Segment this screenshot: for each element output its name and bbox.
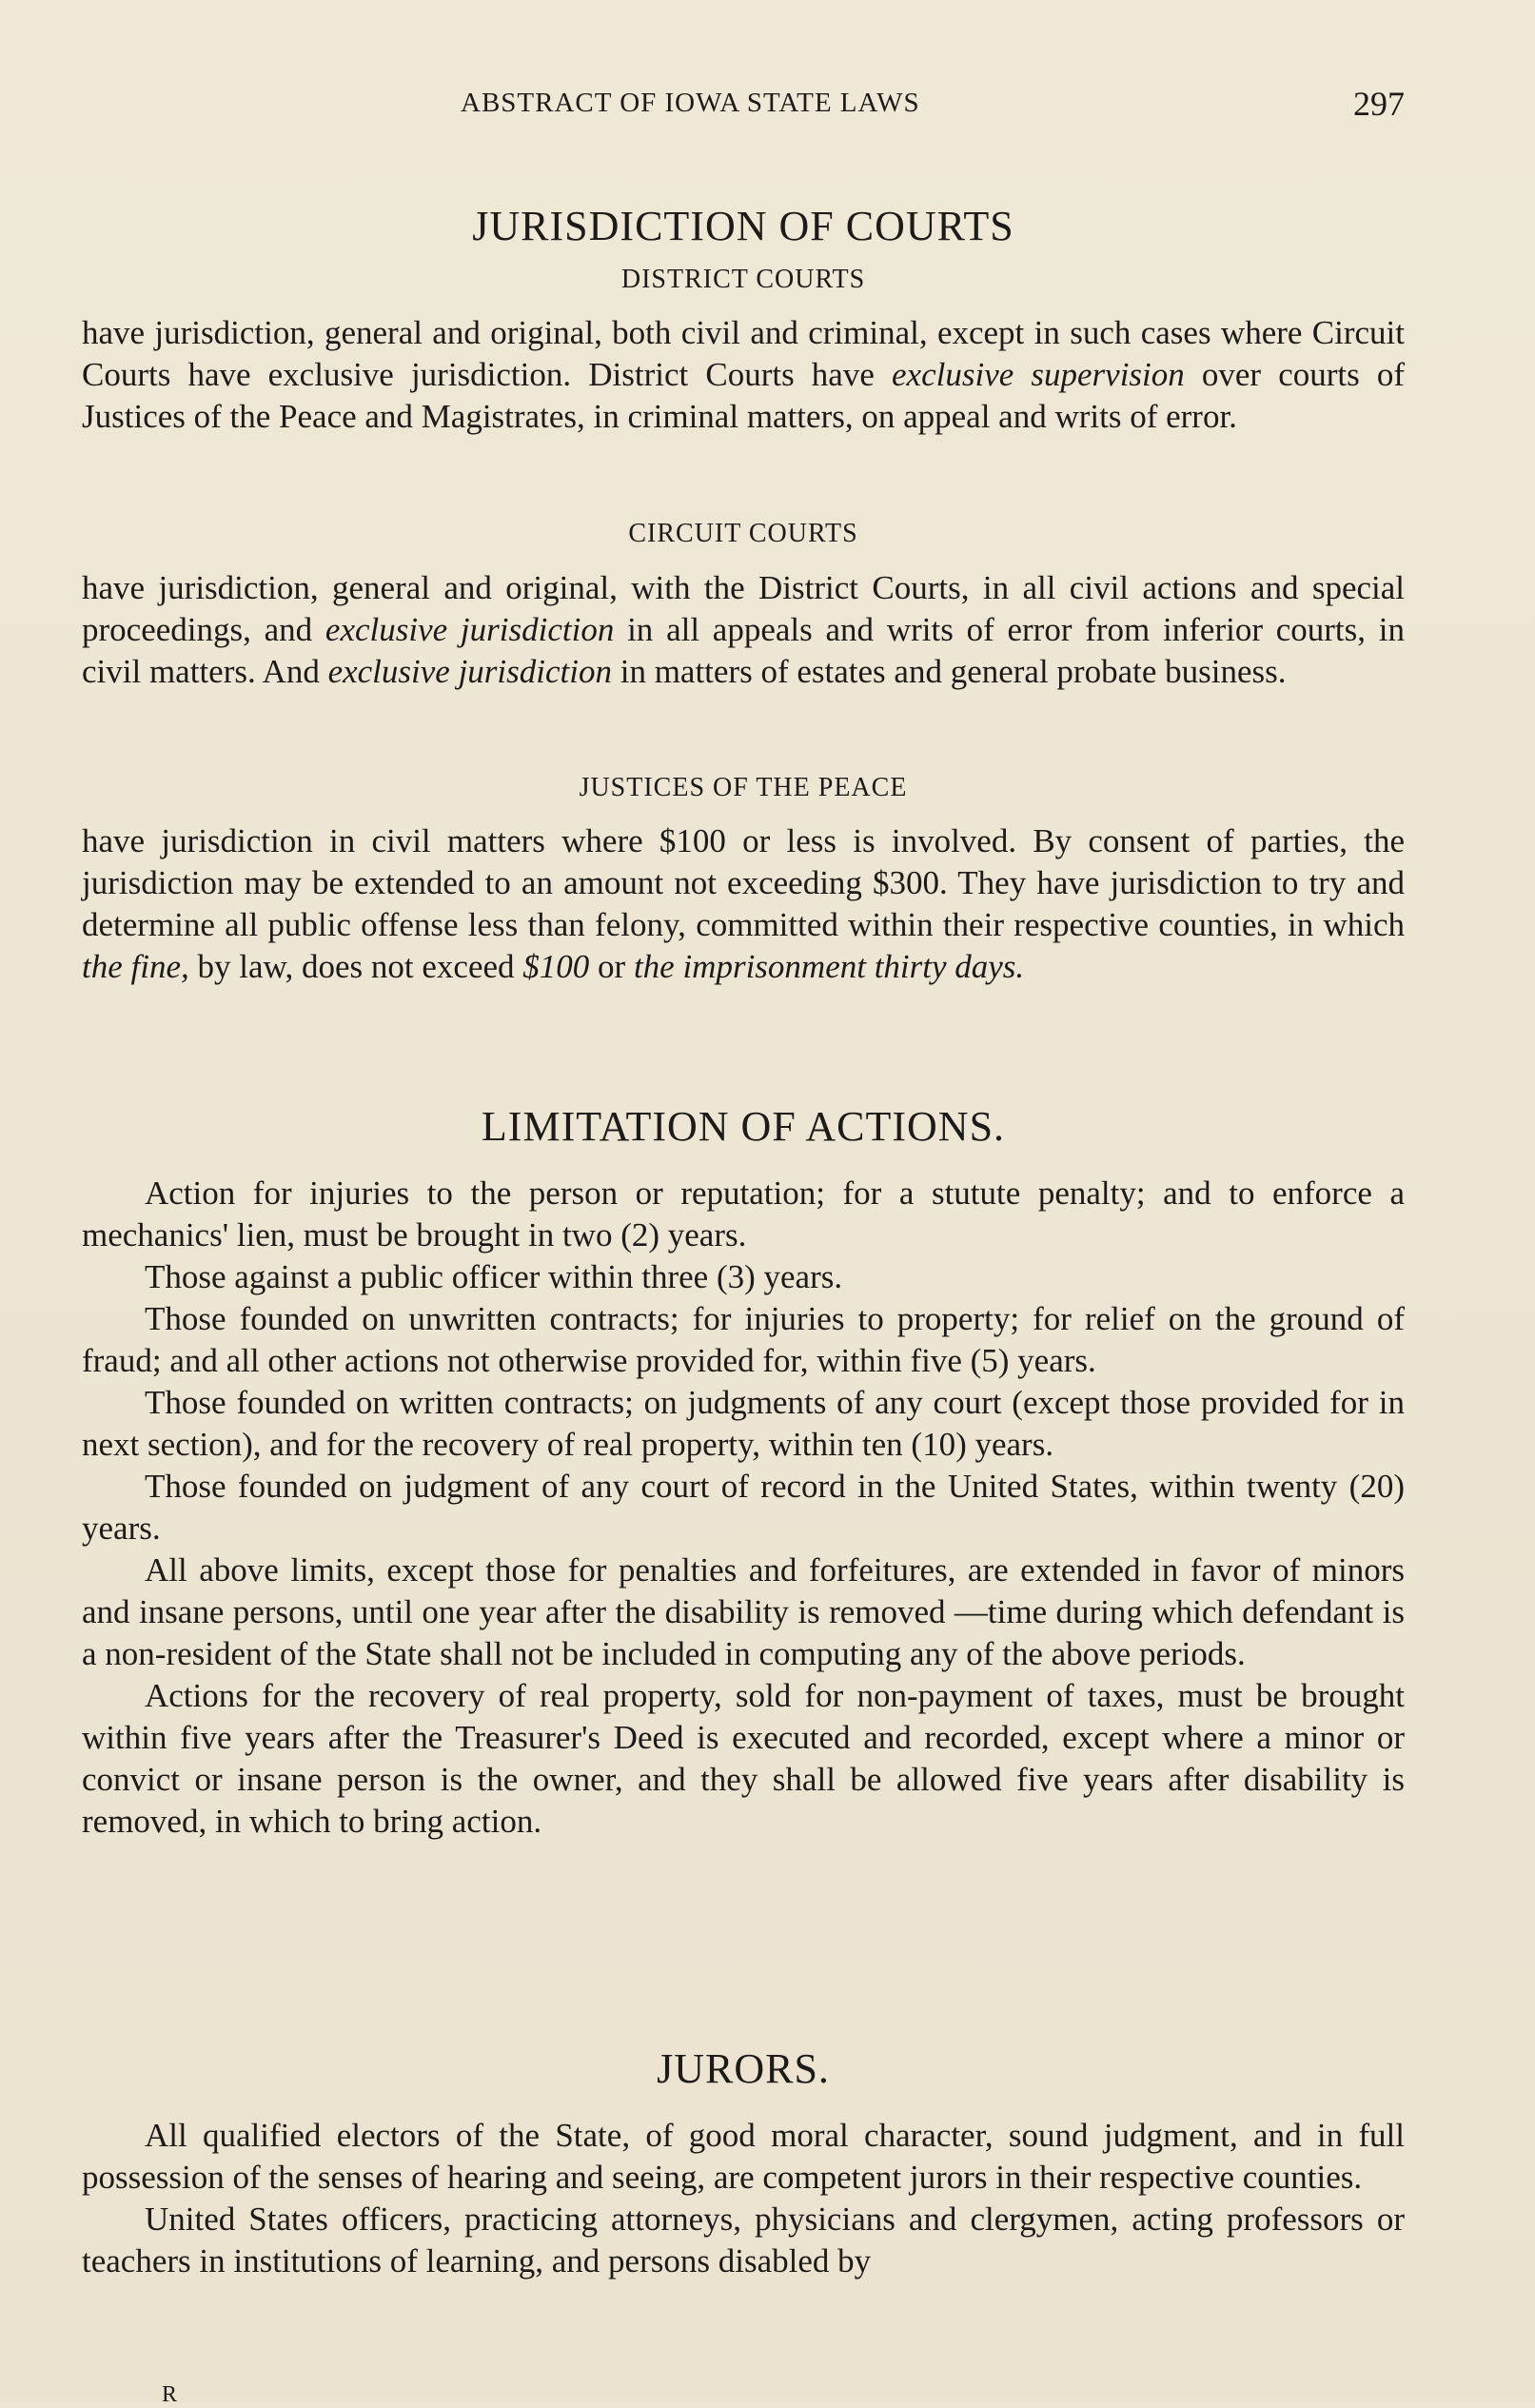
text-run: or [589,948,634,985]
text-run: have jurisdiction, general and original, with the District Courts, in all civil actions and special proceedings, and [82,569,1405,648]
paragraph-district-courts [82,312,1405,438]
text-run: in matters of estates and general probate business. [611,653,1287,690]
section-title-jurisdiction: JURISDICTION OF COURTS [472,203,1014,249]
text-run: in all appeals and writs of error from inferior courts, in civil matters. And [82,611,1406,690]
limitation-paragraph: Action for injuries to the person or reputation; for a stutute penalty; and to enforce a mechanics' lien, must be brought in two (2) years. [82,1174,1405,1253]
limitation-paragraph: All above limits, except those for penalties and forfeitures, are extended in favor of minors and insane persons, until one year after the disability is removed —time during which defendant is a non-resident of the State shall not be included in computing any of the above periods. [82,1551,1405,1672]
section-title-limitation: LIMITATION OF ACTIONS. [481,1103,1006,1150]
italic-run: exclusive jurisdiction [325,611,615,648]
text-run: by law, does not exceed [188,948,523,985]
limitation-paragraph: Those founded on written contracts; on judgments of any court (except those provided for in next section), and for the recovery of real property, within ten (10) years. [82,1384,1405,1463]
italic-run: exclusive jurisdiction [327,653,612,690]
limitation-paragraph: Those founded on unwritten contracts; for injuries to property; for relief on the ground of fraud; and all other actions not otherwise provided for, within five (5) years. [82,1300,1405,1379]
limitation-paragraph: Those against a public officer within three (3) years. [145,1258,843,1295]
running-head: ABSTRACT OF IOWA STATE LAWS [461,88,920,118]
text-run: have jurisdiction in civil matters where $100 or less is involved. By consent of parties, the jurisdiction may be extended to an amount not exceeding $300. They have jurisdiction to try and determine all public offense less than felony, committed within their respective counties, in which [82,822,1405,943]
subheading-circuit-courts: CIRCUIT COURTS [628,519,858,548]
jurors-paragraph: All qualified electors of the State, of good moral character, sound judgment, and in full possession of the senses of hearing and seeing, are competent jurors in their respective counties. [82,2117,1405,2196]
limitation-paragraph: Actions for the recovery of real property, sold for non-payment of taxes, must be brought within five years after the Treasurer's Deed is executed and recorded, except where a minor or convict or insane person is the owner, and they shall be allowed five years after disability is removed, in which to bring action. [82,1677,1405,1840]
italic-run: the fine, [82,948,189,985]
italic-run: $100 [522,948,590,985]
italic-run: exclusive supervision [892,356,1185,393]
page-number: 297 [1353,85,1405,123]
jurors-body [82,2115,1405,2282]
text-run: over courts of Justices of the Peace and Magistrates, in criminal matters, on appeal and writs of error. [82,356,1406,435]
paragraph-circuit-courts [82,567,1405,693]
paragraph-justices-of-the-peace [82,820,1405,988]
limitation-body [82,1173,1405,1843]
signature-mark: R [162,2382,178,2407]
italic-run: the imprisonment thirty days. [633,948,1025,985]
section-title-jurors: JURORS. [657,2045,830,2092]
text-run: have jurisdiction, general and original, both civil and criminal, except in such cases where Circuit Courts have exclusive jurisdiction. District Courts have [82,314,1405,393]
subheading-district-courts: DISTRICT COURTS [620,265,866,294]
limitation-paragraph: Those founded on judgment of any court of record in the United States, within twenty (20) years. [82,1468,1405,1547]
page-header [82,85,1405,126]
subheading-justices-of-the-peace: JUSTICES OF THE PEACE [579,773,908,802]
jurors-paragraph: United States officers, practicing attorneys, physicians and clergymen, acting professors or teachers in institutions of learning, and persons disabled by [82,2201,1405,2280]
